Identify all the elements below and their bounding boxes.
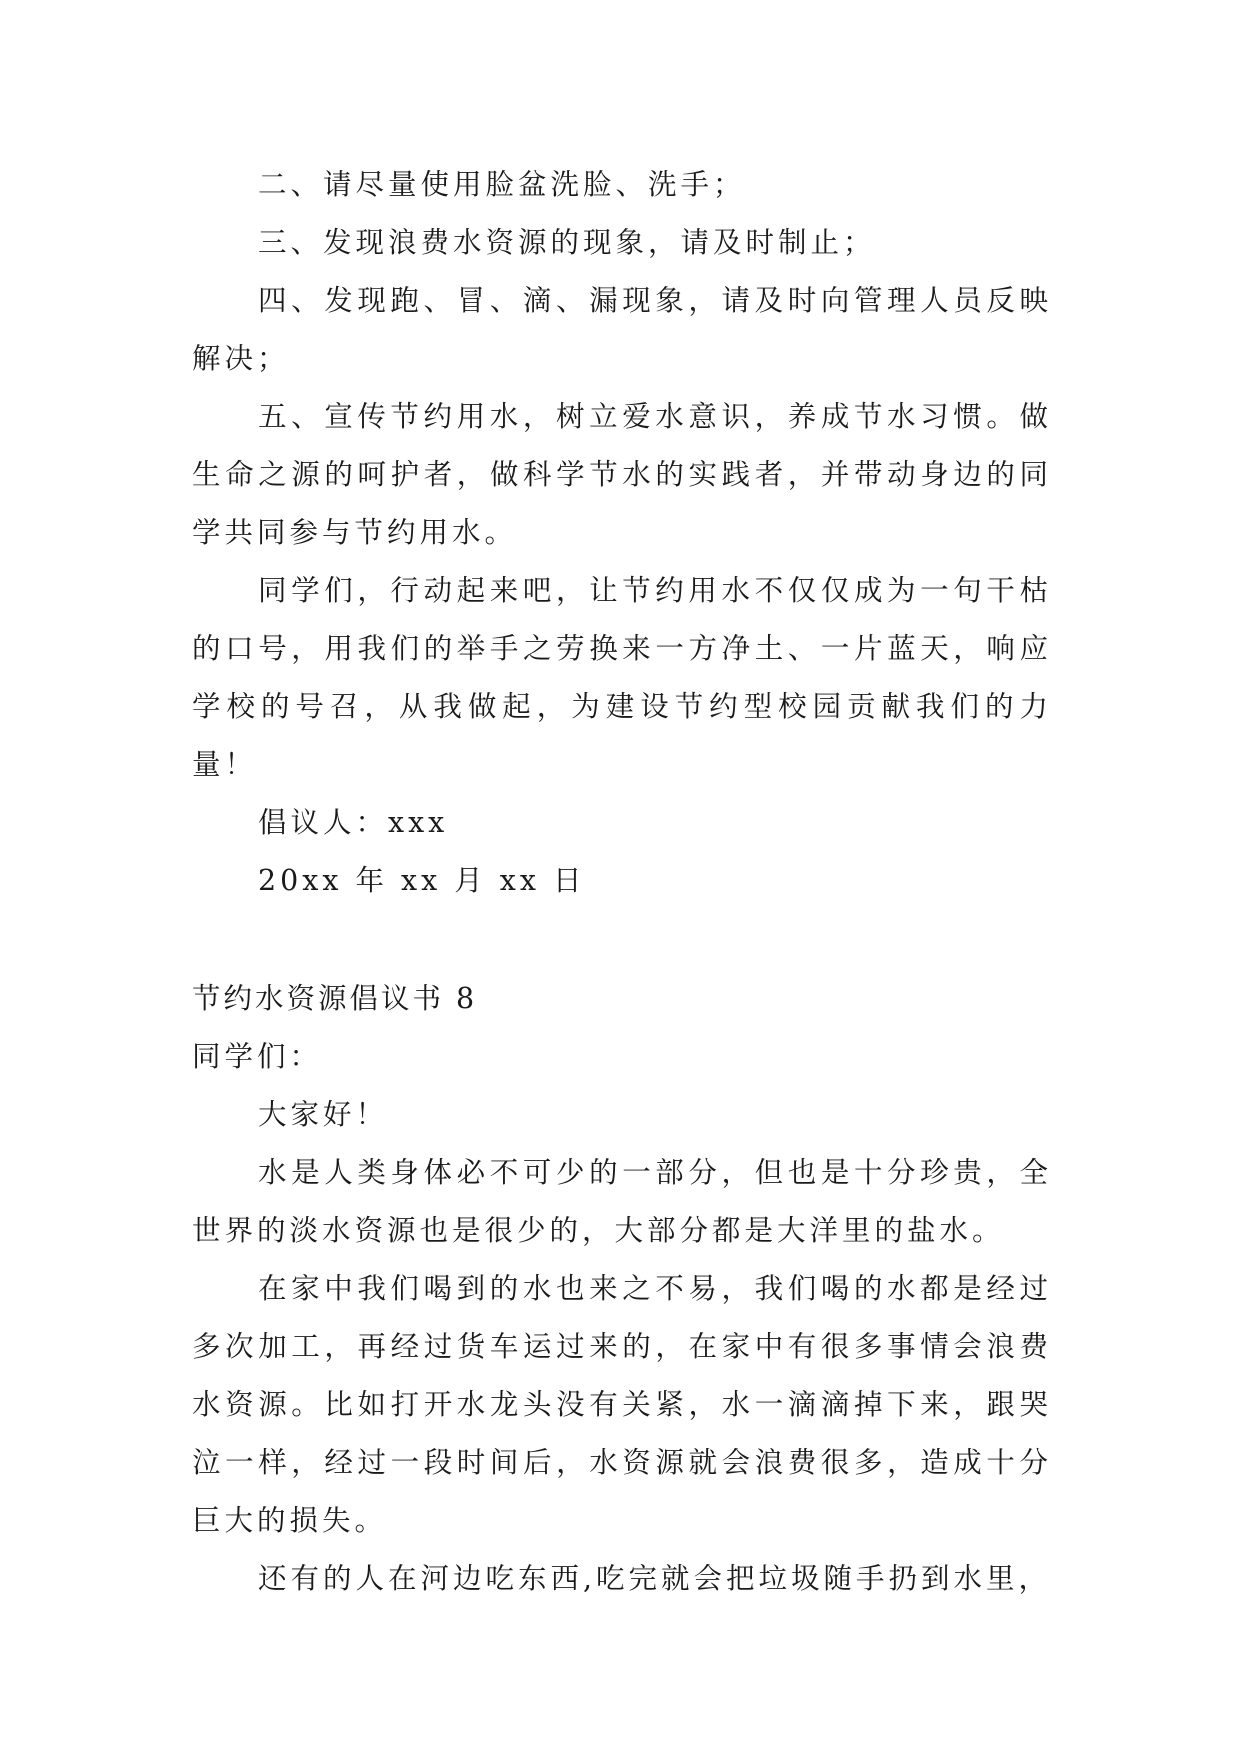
paragraph-item-5: 五、宣传节约用水，树立爱水意识，养成节水习惯。做生命之源的呵护者，做科学节水的实践者，并带动身边的同学共同参与节约用水。 — [192, 400, 1052, 549]
paragraph-item-2: 二、请尽量使用脸盆洗脸、洗手； — [258, 168, 746, 201]
section-title: 节约水资源倡议书 8 — [192, 982, 478, 1015]
paragraph-item-3: 三、发现浪费水资源的现象，请及时制止； — [258, 226, 876, 259]
paragraph-river-litter: 还有的人在河边吃东西,吃完就会把垃圾随手扔到水里， — [258, 1562, 1052, 1595]
greeting: 同学们： — [192, 1040, 323, 1073]
document-page — [192, 156, 1052, 1608]
hello-line: 大家好！ — [258, 1098, 389, 1131]
section-spacer — [192, 910, 1052, 970]
initiator-line: 倡议人：xxx — [258, 806, 449, 839]
date-line: 20xx 年 xx 月 xx 日 — [258, 864, 586, 897]
paragraph-water-importance: 水是人类身体必不可少的一部分，但也是十分珍贵，全世界的淡水资源也是很少的，大部分都是大洋里的盐水。 — [192, 1156, 1052, 1247]
paragraph-water-at-home: 在家中我们喝到的水也来之不易，我们喝的水都是经过多次加工，再经过货车运过来的，在家中有很多事情会浪费水资源。比如打开水龙头没有关紧，水一滴滴掉下来，跟哭泣一样，经过一段时间后，水资源就会浪费很多，造成十分巨大的损失。 — [192, 1272, 1052, 1537]
paragraph-item-4: 四、发现跑、冒、滴、漏现象，请及时向管理人员反映解决； — [192, 284, 1052, 375]
paragraph-call-to-action: 同学们，行动起来吧，让节约用水不仅仅成为一句干枯的口号，用我们的举手之劳换来一方净土、一片蓝天，响应学校的号召，从我做起，为建设节约型校园贡献我们的力量！ — [192, 574, 1052, 781]
